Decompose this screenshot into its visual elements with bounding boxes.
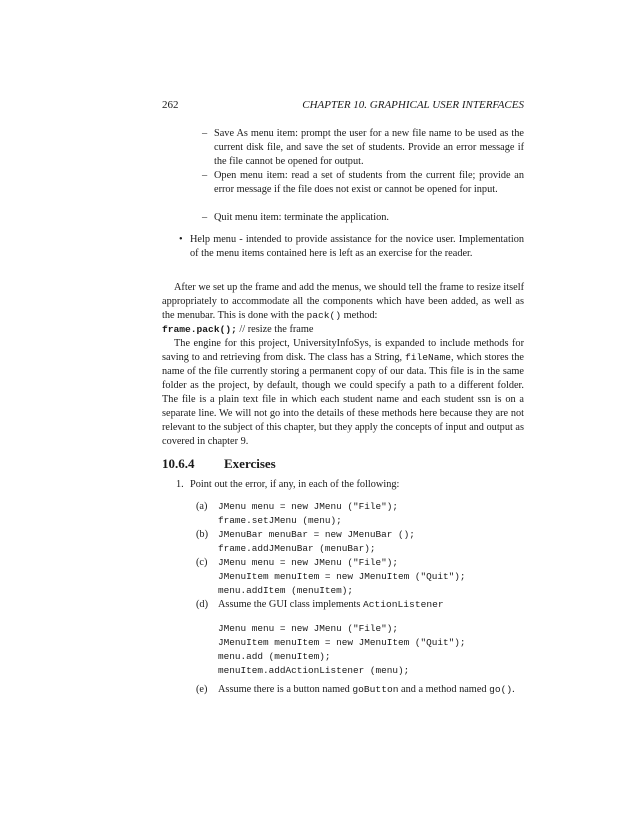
- inline-code: go(): [489, 684, 513, 695]
- section-number: 10.6.4: [162, 456, 195, 471]
- bullet-marker: •: [179, 234, 183, 245]
- code-block-b: JMenuBar menuBar = new JMenuBar (); frame.addJMenuBar (menuBar);: [218, 529, 415, 554]
- part-e-intro: Assume there is a button named goButton and a method named go().: [218, 684, 515, 695]
- dash-marker: –: [202, 212, 208, 223]
- part-label: (c): [196, 557, 208, 568]
- list-item-quit: Quit menu item: terminate the application.: [214, 212, 389, 223]
- code-line-pack: frame.pack(); // resize the frame: [162, 324, 314, 335]
- inline-code: goButton: [352, 684, 399, 695]
- code-block-a: JMenu menu = new JMenu ("File"); frame.setJMenu (menu);: [218, 501, 399, 526]
- part-label: (a): [196, 501, 208, 512]
- running-header: [162, 98, 524, 112]
- code-block-c: JMenu menu = new JMenu ("File"); JMenuItem menuItem = new JMenuItem ("Quit"); menu.addItem (menuItem);: [218, 557, 466, 596]
- page-number: 262: [162, 99, 179, 111]
- dash-marker: –: [202, 128, 208, 139]
- chapter-title: CHAPTER 10. GRAPHICAL USER INTERFACES: [302, 99, 524, 111]
- inline-code: pack(): [306, 310, 342, 321]
- paragraph-engine: The engine for this project, UniversityInfoSys, is expanded to include methods for saving to and retrieving from disk. The class has a String, fileName, which stores the name of the file currently storing a permanent copy of our data. This file is in the same folder as the project, by default, though we could specify a path to a different folder. The file is a plain text file in which each student name and each student ssn is on a separate line. We will not go into the details of these methods here because they are not relevant to the subject of this chapter, but they apply the concepts of input and output as covered in chapter 9.: [162, 338, 524, 447]
- paragraph-pack: After we set up the frame and add the menus, we should tell the frame to resize itself appropriately to accommodate all the components which have been added, as well as the menubar. This is done with the pack() method:: [162, 282, 524, 321]
- list-item-open: Open menu item: read a set of students from the current file; provide an error message if the file does not exist or cannot be opened for input.: [214, 170, 524, 195]
- inline-code: fileName: [404, 352, 452, 363]
- bullet-help-menu: Help menu - intended to provide assistance for the novice user. Implementation of the menu items contained here is left as an exercise for the reader.: [190, 234, 524, 259]
- body-text: [162, 281, 524, 449]
- section-heading: [162, 456, 276, 472]
- exercise-prompt: Point out the error, if any, in each of the following:: [190, 479, 400, 490]
- inline-code: ActionListener: [363, 599, 444, 610]
- part-d-intro: Assume the GUI class implements ActionListener: [218, 599, 444, 610]
- part-label: (e): [196, 684, 208, 695]
- code-block-d: JMenu menu = new JMenu ("File"); JMenuItem menuItem = new JMenuItem ("Quit"); menu.add (menuItem); menuItem.addActionListener (menu);: [218, 623, 466, 676]
- list-item-save-as: Save As menu item: prompt the user for a new file name to be used as the current disk file, and save the set of students. Provide an error message if the file cannot be opened for output.: [214, 128, 524, 167]
- dash-marker: –: [202, 170, 208, 181]
- part-label: (b): [196, 529, 209, 540]
- part-label: (d): [196, 599, 209, 610]
- exercise-number: 1.: [176, 479, 184, 490]
- section-title: Exercises: [224, 456, 276, 471]
